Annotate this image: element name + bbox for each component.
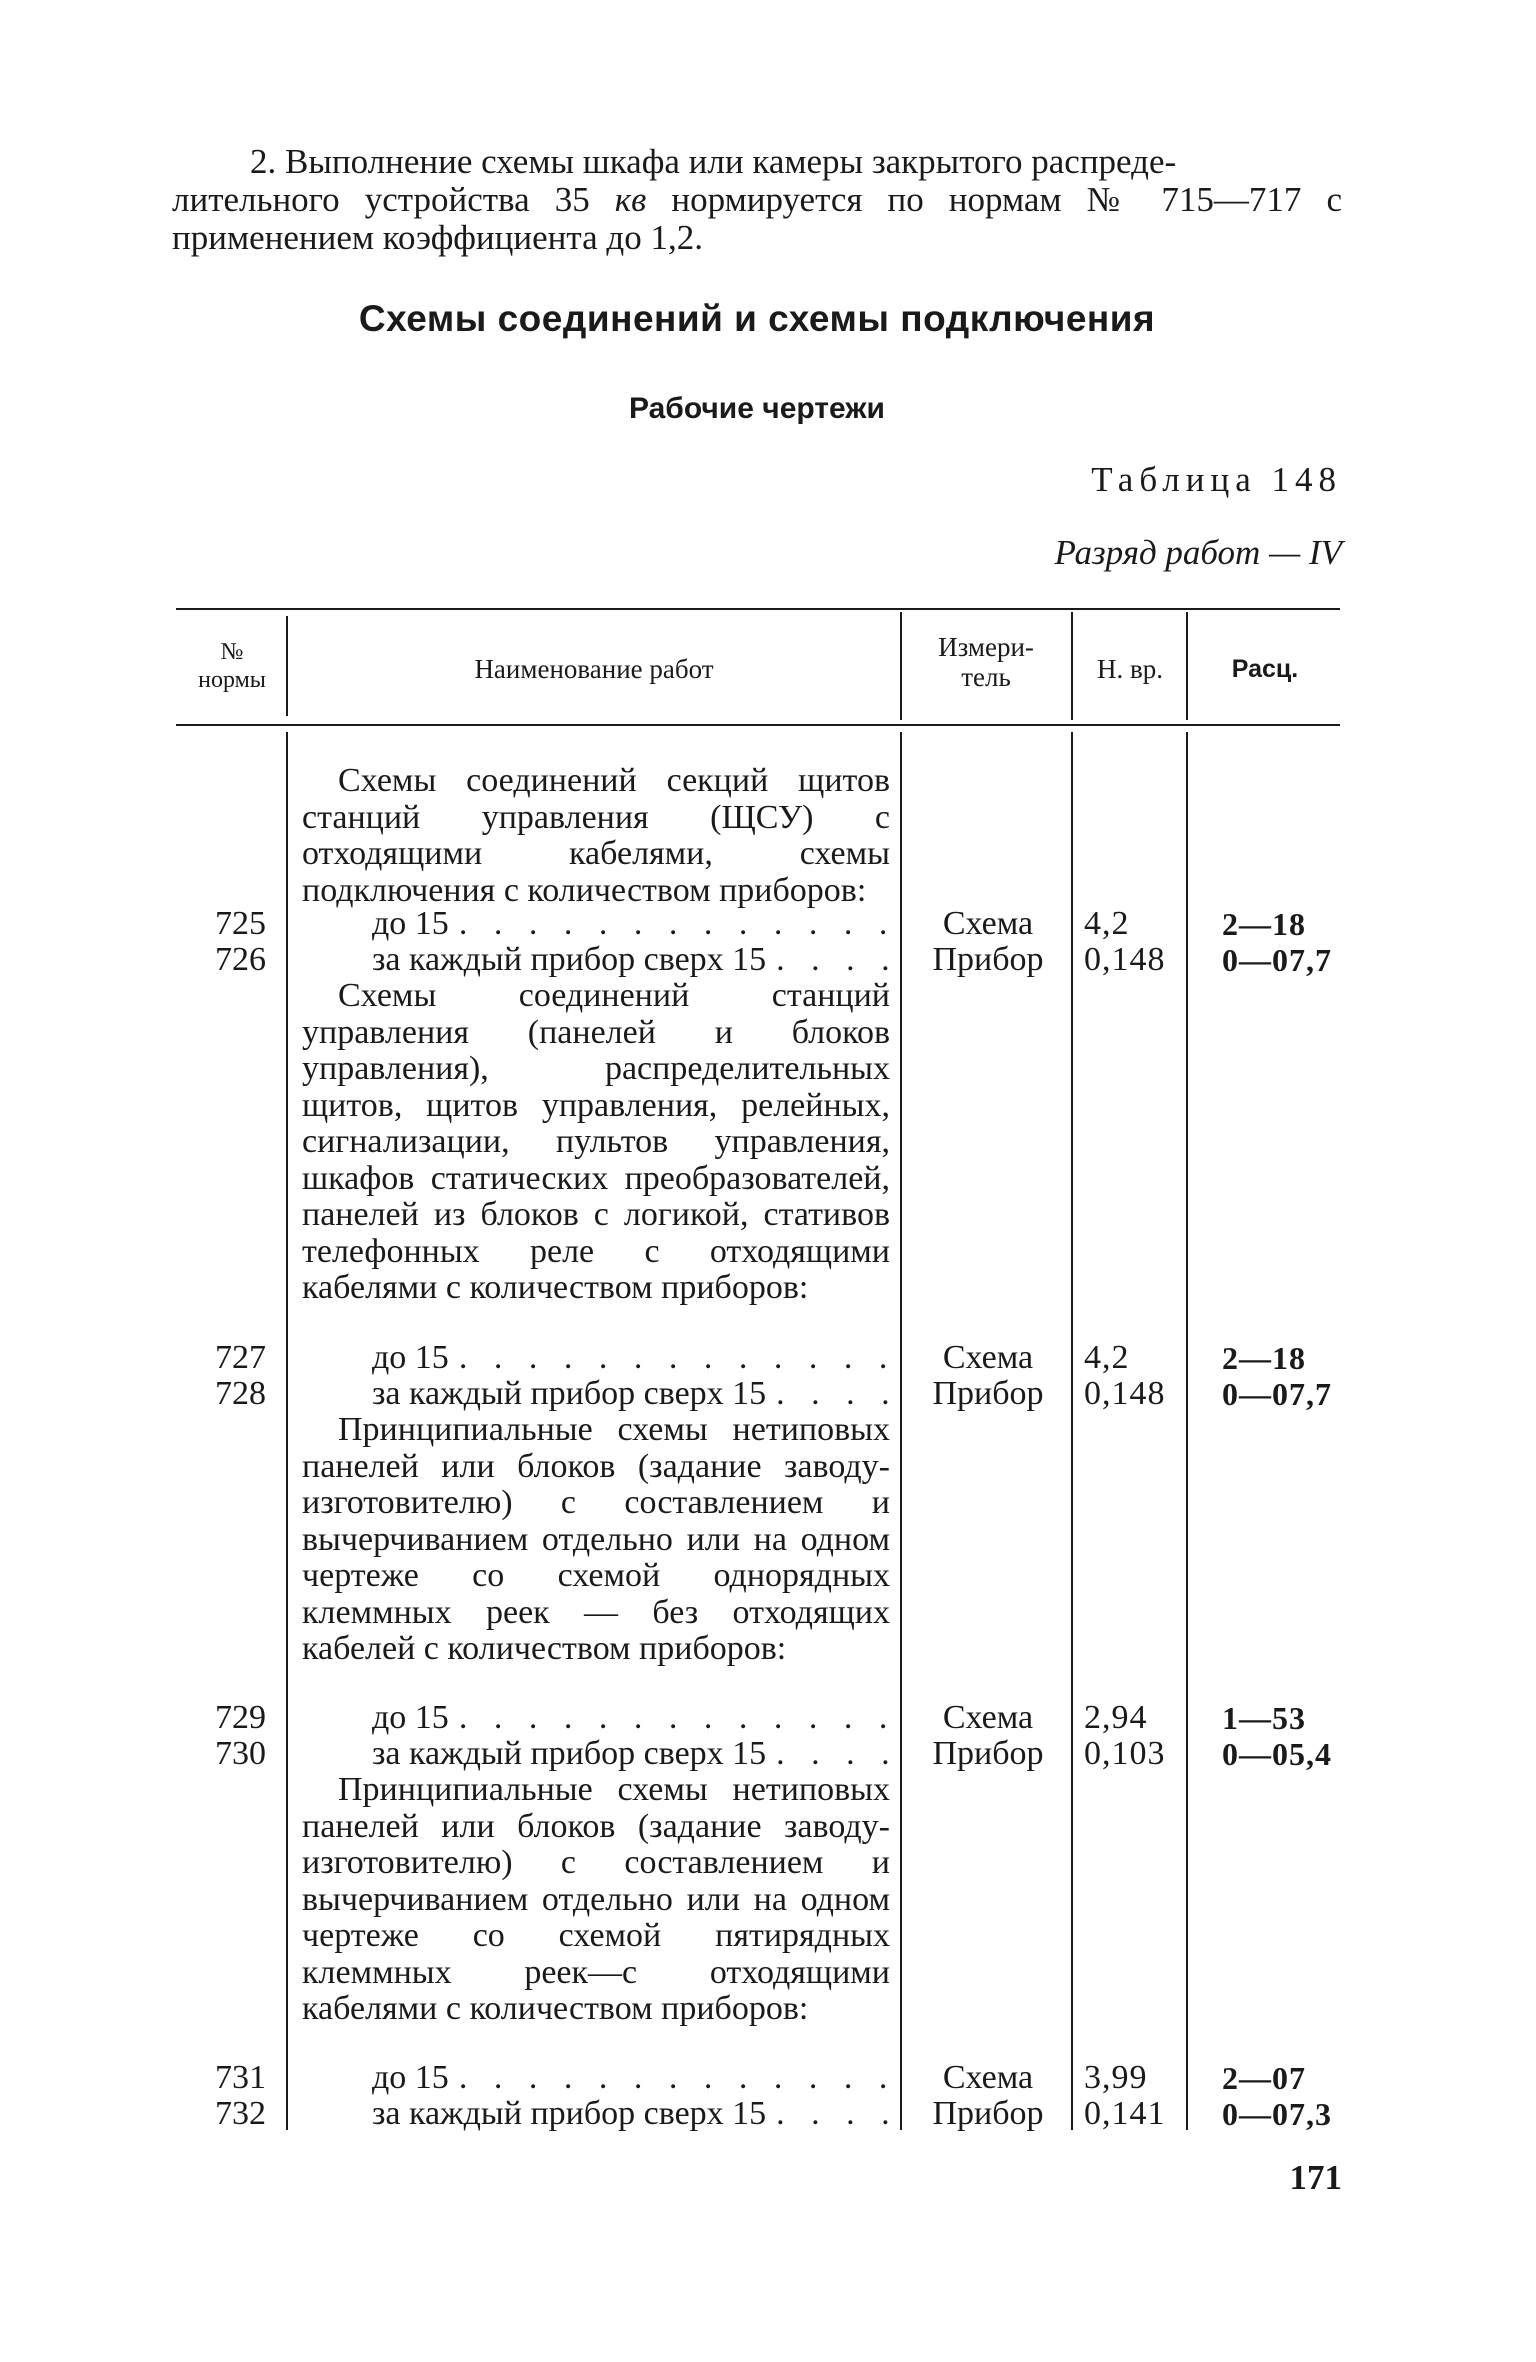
table-top-rule	[176, 608, 1340, 610]
intro-line-2b: нормируется по нормам № 715—717	[646, 180, 1302, 219]
row-728-hours: 0,148	[1084, 1375, 1166, 1412]
row-730-hours: 0,103	[1084, 1735, 1166, 1772]
intro-paragraph	[172, 143, 1342, 257]
header-unit	[904, 632, 1068, 692]
header-name: Наименование работ	[474, 654, 714, 684]
row-728-rate: 0—07,7	[1222, 1376, 1332, 1412]
row-726-number: 726	[215, 941, 266, 978]
row-732-rate: 0—07,3	[1222, 2096, 1332, 2132]
page-number: 171	[1289, 2158, 1342, 2197]
col-divider-4-header	[1186, 612, 1188, 720]
row-731-unit: Схема	[942, 2059, 1034, 2096]
group-2-description: Схемы соединений станций управления (панелей и блоков управления), распределительных щитов, щитов управления, релейных, сигнализации, пультов управления, шкафов статических преобразователей, панелей из блоков с логикой, стативов телефонных реле с отходящими кабелями с количеством приборов:	[302, 977, 890, 1306]
col-divider-3-body	[1071, 732, 1073, 2130]
row-725-number: 725	[215, 905, 266, 942]
row-727-unit: Схема	[942, 1339, 1034, 1376]
row-729-hours: 2,94	[1084, 1699, 1148, 1736]
row-728-label: за каждый прибор сверх 15 . . .	[302, 1376, 890, 1412]
row-731-number: 731	[215, 2059, 266, 2096]
group-4-description: Принципиальные схемы нетиповых панелей или блоков (задание заводу-изготовителю) с составлением и вычерчиванием отдельно или на одном чертеже со схемой пятирядных клеммных реек—с отходящими кабелями с количеством приборов:	[302, 1771, 890, 2027]
row-731-rate: 2—07	[1222, 2060, 1306, 2096]
row-732-number: 732	[215, 2095, 266, 2132]
row-726-label: за каждый прибор сверх 15 . . .	[302, 942, 890, 978]
header-rate: Расц.	[1231, 655, 1299, 683]
rank-label: Разряд работ — IV	[1054, 533, 1342, 572]
header-norm-label: нормы	[198, 667, 266, 693]
row-725-unit: Схема	[942, 905, 1034, 942]
row-730-rate: 0—05,4	[1222, 1736, 1332, 1772]
section-title: Схемы соединений и схемы подключения	[358, 298, 1156, 339]
row-726-hours: 0,148	[1084, 941, 1166, 978]
row-730-label: за каждый прибор сверх 15 . . .	[302, 1736, 890, 1772]
header-norm-no: №	[220, 639, 244, 665]
header-unit-a: Измери-	[938, 632, 1034, 662]
col-divider-2-header	[900, 612, 902, 720]
row-731-hours: 3,99	[1084, 2059, 1148, 2096]
group-1-description: Схемы соединений секций щитов станций управления (ЩСУ) с отходящими кабелями, схемы подключения с количеством приборов:	[302, 762, 890, 909]
row-728-number: 728	[215, 1375, 266, 1412]
col-divider-3-header	[1071, 612, 1073, 720]
row-725-rate: 2—18	[1222, 906, 1306, 942]
row-732-hours: 0,141	[1084, 2095, 1166, 2132]
intro-line-1: 2. Выполнение схемы шкафа или камеры закрытого распреде-	[250, 142, 1177, 181]
header-hours: Н. вр.	[1097, 654, 1163, 684]
row-726-rate: 0—07,7	[1222, 942, 1332, 978]
row-727-label: до 15 . . .	[302, 1340, 890, 1376]
subtitle: Рабочие чертежи	[628, 392, 885, 425]
row-731-label: до 15 . . .	[302, 2060, 890, 2096]
row-729-label: до 15 . . .	[302, 1700, 890, 1736]
col-divider-2-body	[900, 732, 902, 2130]
row-729-rate: 1—53	[1222, 1700, 1306, 1736]
row-727-hours: 4,2	[1084, 1339, 1130, 1376]
row-727-number: 727	[215, 1339, 266, 1376]
row-727-rate: 2—18	[1222, 1340, 1306, 1376]
row-726-unit: Прибор	[932, 941, 1044, 978]
intro-line-3: с применением коэффициента до 1,2.	[172, 180, 1343, 257]
row-732-unit: Прибор	[932, 2095, 1044, 2132]
intro-line-2a: лительного устройства 35	[172, 180, 615, 219]
row-732-label: за каждый прибор сверх 15 . . .	[302, 2096, 890, 2132]
row-730-number: 730	[215, 1735, 266, 1772]
col-divider-1-header	[286, 616, 288, 716]
group-3-description: Принципиальные схемы нетиповых панелей или блоков (задание заводу-изготовителю) с составлением и вычерчиванием отдельно или на одном чертеже со схемой однорядных клеммных реек — без отходящих кабелей с количеством приборов:	[302, 1411, 890, 1667]
row-728-unit: Прибор	[932, 1375, 1044, 1412]
row-729-unit: Схема	[942, 1699, 1034, 1736]
intro-unit: кв	[614, 180, 647, 219]
row-730-unit: Прибор	[932, 1735, 1044, 1772]
table-header-rule	[176, 724, 1340, 726]
col-divider-1-body	[286, 732, 288, 2130]
table-label: Таблица 148	[1091, 460, 1342, 499]
row-725-label: до 15 . . .	[302, 906, 890, 942]
row-729-number: 729	[215, 1699, 266, 1736]
header-unit-b: тель	[961, 662, 1011, 692]
header-norm	[180, 638, 284, 694]
row-725-hours: 4,2	[1084, 905, 1130, 942]
